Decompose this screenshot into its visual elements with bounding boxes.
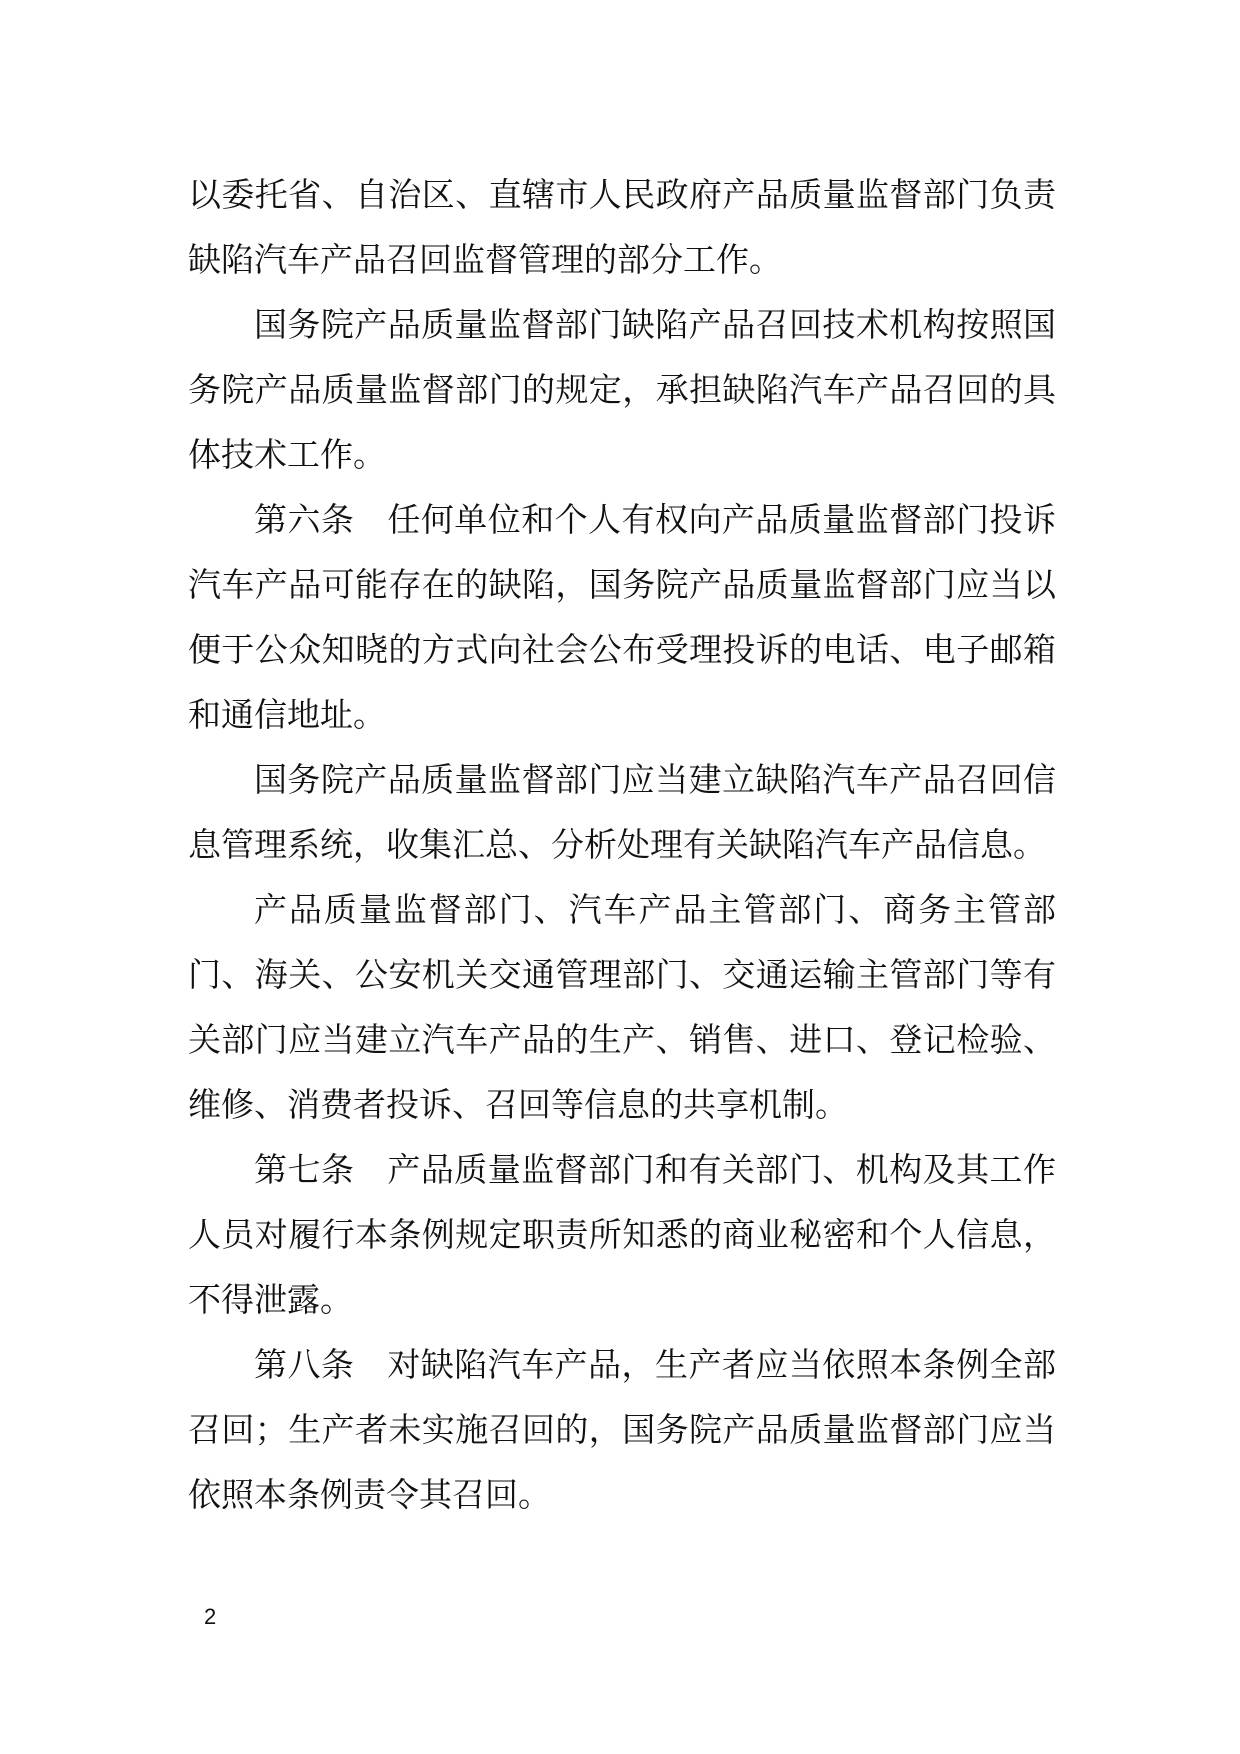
- article-7: [188, 1137, 1056, 1332]
- paragraph-text: 以委托省、自治区、直辖市人民政府产品质量监督部门负责缺陷汽车产品召回监督管理的部分工作。: [188, 175, 1056, 279]
- paragraph-text: 任何单位和个人有权向产品质量监督部门投诉汽车产品可能存在的缺陷，国务院产品质量监督部门应当以便于公众知晓的方式向社会公布受理投诉的电话、电子邮箱和通信地址。: [188, 500, 1057, 734]
- article-number: 第六条: [254, 500, 355, 539]
- article-8: [188, 1332, 1056, 1527]
- paragraph-text: 产品质量监督部门、汽车产品主管部门、商务主管部门、海关、公安机关交通管理部门、交通运输主管部门等有关部门应当建立汽车产品的生产、销售、进口、登记检验、维修、消费者投诉、召回等信息的共享机制。: [188, 890, 1056, 1124]
- paragraph-text: 产品质量监督部门和有关部门、机构及其工作人员对履行本条例规定职责所知悉的商业秘密和个人信息，不得泄露。: [188, 1150, 1057, 1319]
- paragraph-text: 国务院产品质量监督部门缺陷产品召回技术机构按照国务院产品质量监督部门的规定，承担缺陷汽车产品召回的具体技术工作。: [188, 305, 1056, 474]
- body-text: [188, 162, 1056, 1527]
- article-number: 第八条: [254, 1345, 355, 1384]
- paragraph: [188, 877, 1056, 1137]
- article-6: [188, 487, 1056, 747]
- article-number: 第七条: [254, 1150, 355, 1189]
- paragraph: [188, 747, 1056, 877]
- paragraph-continued: [188, 162, 1056, 292]
- paragraph-text: 对缺陷汽车产品，生产者应当依照本条例全部召回；生产者未实施召回的，国务院产品质量监督部门应当依照本条例责令其召回。: [188, 1345, 1057, 1514]
- page-number: 2: [204, 1604, 217, 1629]
- paragraph-text: 国务院产品质量监督部门应当建立缺陷汽车产品召回信息管理系统，收集汇总、分析处理有关缺陷汽车产品信息。: [188, 760, 1056, 864]
- paragraph: [188, 292, 1056, 487]
